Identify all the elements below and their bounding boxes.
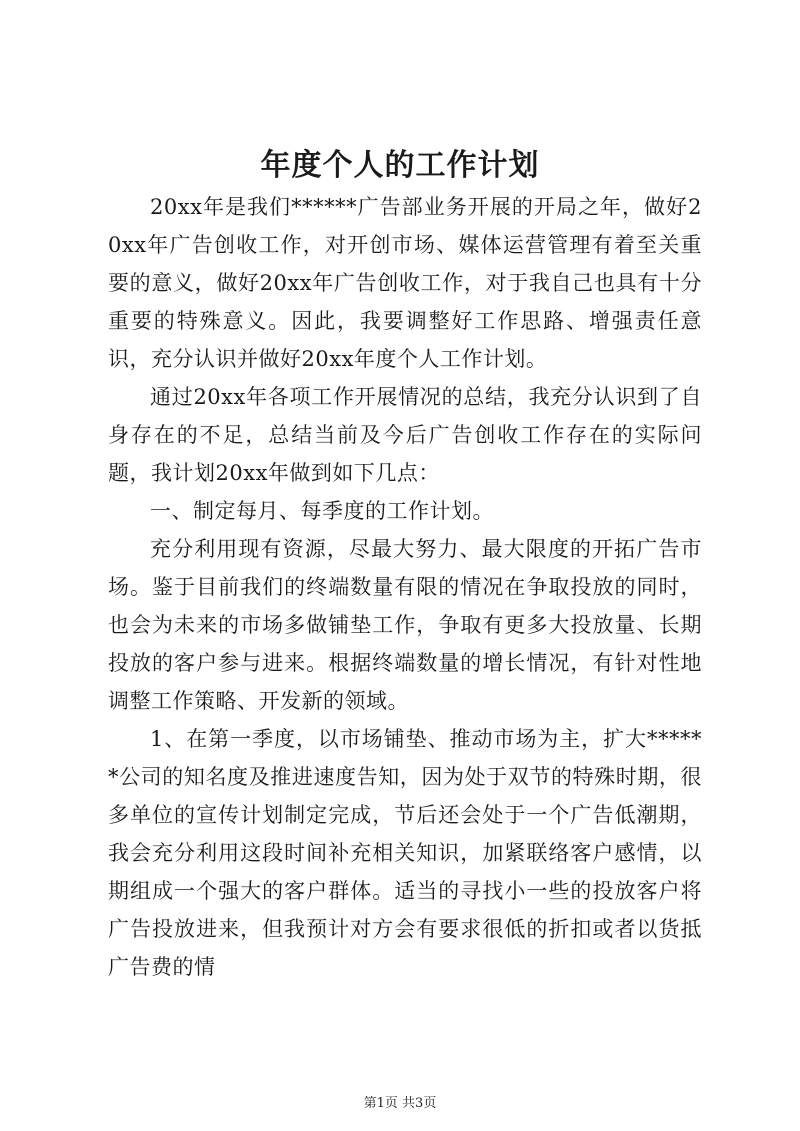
page-footer: 第1页 共3页 xyxy=(363,1096,437,1111)
paragraph-3: 充分利用现有资源，尽最大努力、最大限度的开拓广告市场。鉴于目前我们的终端数量有限的情况在争取投放的同时，也会为未来的市场多做铺垫工作，争取有更多大投放量、长期投放的客户参与进来。根据终端数量的增长情况，有针对性地调整工作策略、开发新的领域。 xyxy=(108,537,702,713)
paragraph-1: 20xx年是我们******广告部业务开展的开局之年，做好20xx年广告创收工作，对开创市场、媒体运营管理有着至关重要的意义，做好20xx年广告创收工作，对于我自己也具有十分重要的特殊意义。因此，我要调整好工作思路、增强责任意识，充分认识并做好20xx年度个人工作计划。 xyxy=(108,195,702,371)
document-title: 年度个人的工作计划 xyxy=(260,148,540,183)
section-heading-1: 一、制定每月、每季度的工作计划。 xyxy=(150,499,494,523)
paragraph-4: 1、在第一季度，以市场铺垫、推动市场为主，扩大******公司的知名度及推进速度告知，因为处于双节的特殊时期，很多单位的宣传计划制定完成，节后还会处于一个广告低潮期，我会充分利用这段时间补充相关知识，加紧联络客户感情，以期组成一个强大的客户群体。适当的寻找小一些的投放客户将广告投放进来，但我预计对方会有要求很低的折扣或者以货抵广告费的情 xyxy=(108,727,702,979)
paragraph-2: 通过20xx年各项工作开展情况的总结，我充分认识到了自身存在的不足，总结当前及今后广告创收工作存在的实际问题，我计划20xx年做到如下几点： xyxy=(108,385,702,485)
document-body xyxy=(108,188,702,986)
